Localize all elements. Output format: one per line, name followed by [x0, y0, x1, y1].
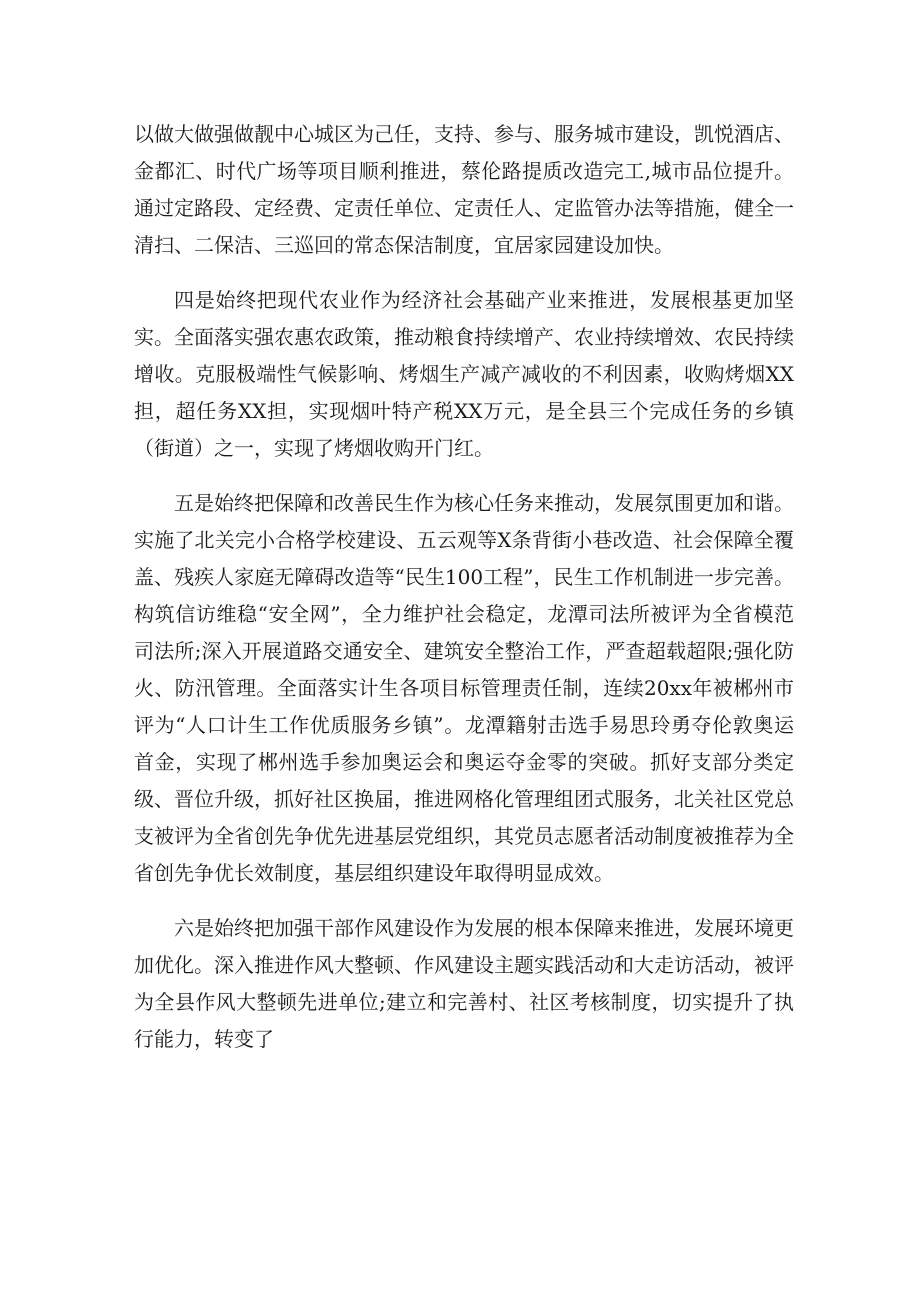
document-body: [134, 116, 794, 1076]
paragraph-4: 六是始终把加强干部作风建设作为发展的根本保障来推进，发展环境更加优化。深入推进作风大整顿、作风建设主题实践活动和大走访活动，被评为全县作风大整顿先进单位;建立和完善村、社区考核制度，切实提升了执行能力，转变了: [134, 916, 794, 1051]
paragraph-2: 四是始终把现代农业作为经济社会基础产业来推进，发展根基更加坚实。全面落实强农惠农政策，推动粮食持续增产、农业持续增效、农民持续增收。克服极端性气候影响、烤烟生产减产减收的不利因素，收购烤烟XX担，超任务XX担，实现烟叶特产税XX万元，是全县三个完成任务的乡镇（街道）之一，实现了烤烟收购开门红。: [134, 288, 794, 460]
paragraph-3: 五是始终把保障和改善民生作为核心任务来推动，发展氛围更加和谐。实施了北关完小合格学校建设、五云观等X条背街小巷改造、社会保障全覆盖、残疾人家庭无障碍改造等“民生100工程”，民生工作机制进一步完善。构筑信访维稳“安全网”，全力维护社会稳定，龙潭司法所被评为全省模范司法所;深入开展道路交通安全、建筑安全整治工作，严查超载超限;强化防火、防汛管理。全面落实计生各项目标管理责任制，连续20xx年被郴州市评为“人口计生工作优质服务乡镇”。龙潭籍射击选手易思玲勇夺伦敦奥运首金，实现了郴州选手参加奥运会和奥运夺金零的突破。抓好支部分类定级、晋位升级，抓好社区换届，推进网格化管理组团式服务，北关社区党总支被评为全省创先争优先进基层党组织，其党员志愿者活动制度被推荐为全省创先争优长效制度，基层组织建设年取得明显成效。: [134, 491, 794, 885]
paragraph-1: 以做大做强做靓中心城区为己任，支持、参与、服务城市建设，凯悦酒店、金都汇、时代广场等项目顺利推进，蔡伦路提质改造完工,城市品位提升。通过定路段、定经费、定责任单位、定责任人、定监管办法等措施，健全一清扫、二保洁、三巡回的常态保洁制度，宜居家园建设加快。: [134, 122, 794, 257]
